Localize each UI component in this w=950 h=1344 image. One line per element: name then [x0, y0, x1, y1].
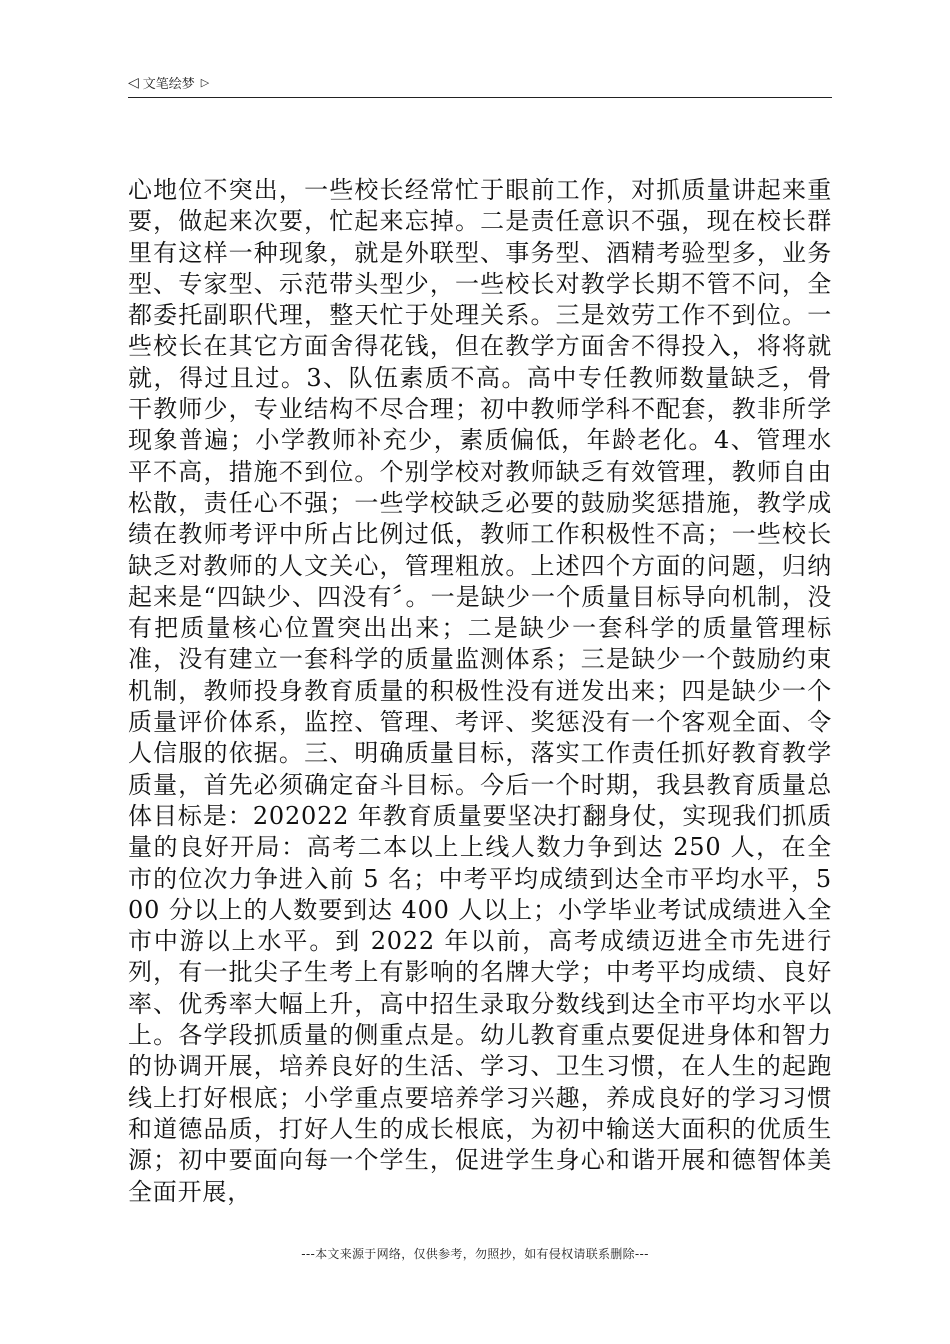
- footer-notice: ---本文来源于网络，仅供参考，勿照抄，如有侵权请联系删除---: [301, 1247, 649, 1261]
- body-paragraph: 心地位不突出，一些校长经常忙于眼前工作，对抓质量讲起来重要，做起来次要，忙起来忘掉。二是责任意识不强，现在校长群里有这样一种现象，就是外联型、事务型、酒精考验型多，业务型、专家型、示范带头型少，一些校长对教学长期不管不问，全都委托副职代理，整天忙于处理关系。三是效劳工作不到位。一些校长在其它方面舍得花钱，但在教学方面舍不得投入，将将就就，得过且过。3、队伍素质不高。高中专任教师数量缺乏，骨干教师少，专业结构不尽合理；初中教师学科不配套，教非所学现象普遍；小学教师补充少，素质偏低，年龄老化。4、管理水平不高，措施不到位。个别学校对教师缺乏有效管理，教师自由松散，责任心不强；一些学校缺乏必要的鼓励奖惩措施，教学成绩在教师考评中所占比例过低，教师工作积极性不高；一些校长缺乏对教师的人文关心，管理粗放。上述四个方面的问题，归纳起来是“四缺少、四没有〞。一是缺少一个质量目标导向机制，没有把质量核心位置突出出来；二是缺少一套科学的质量管理标准，没有建立一套科学的质量监测体系；三是缺少一个鼓励约束机制，教师投身教育质量的积极性没有迸发出来；四是缺少一个质量评价体系，监控、管理、考评、奖惩没有一个客观全面、令人信服的依据。三、明确质量目标，落实工作责任抓好教育教学质量，首先必须确定奋斗目标。今后一个时期，我县教育质量总体目标是：202022 年教育质量要坚决打翻身仗，实现我们抓质量的良好开局：高考二本以上上线人数力争到达 250 人，在全市的位次力争进入前 5 名；中考平均成绩到达全市平均水平，500 分以上的人数要到达 400 人以上；小学毕业考试成绩进入全市中游以上水平。到 2022 年以前，高考成绩迈进全市先进行列，有一批尖子生考上有影响的名牌大学；中考平均成绩、良好率、优秀率大幅上升，高中招生录取分数线到达全市平均水平以上。各学段抓质量的侧重点是。幼儿教育重点要促进身体和智力的协调开展，培养良好的生活、学习、卫生习惯，在人生的起跑线上打好根底；小学重点要培养学习兴趣，养成良好的学习习惯和道德品质，打好人生的成长根底，为初中输送大面积的优质生源；初中要面向每一个学生，促进学生身心和谐开展和德智体美全面开展，: [128, 176, 832, 1206]
- left-triangle-icon: ◁: [128, 75, 139, 91]
- header-divider: [128, 97, 832, 98]
- page-header: [128, 70, 832, 98]
- header-brand-text: 文笔绘梦: [142, 77, 195, 92]
- header-brand: [128, 74, 209, 94]
- right-triangle-icon: ▷: [200, 76, 210, 89]
